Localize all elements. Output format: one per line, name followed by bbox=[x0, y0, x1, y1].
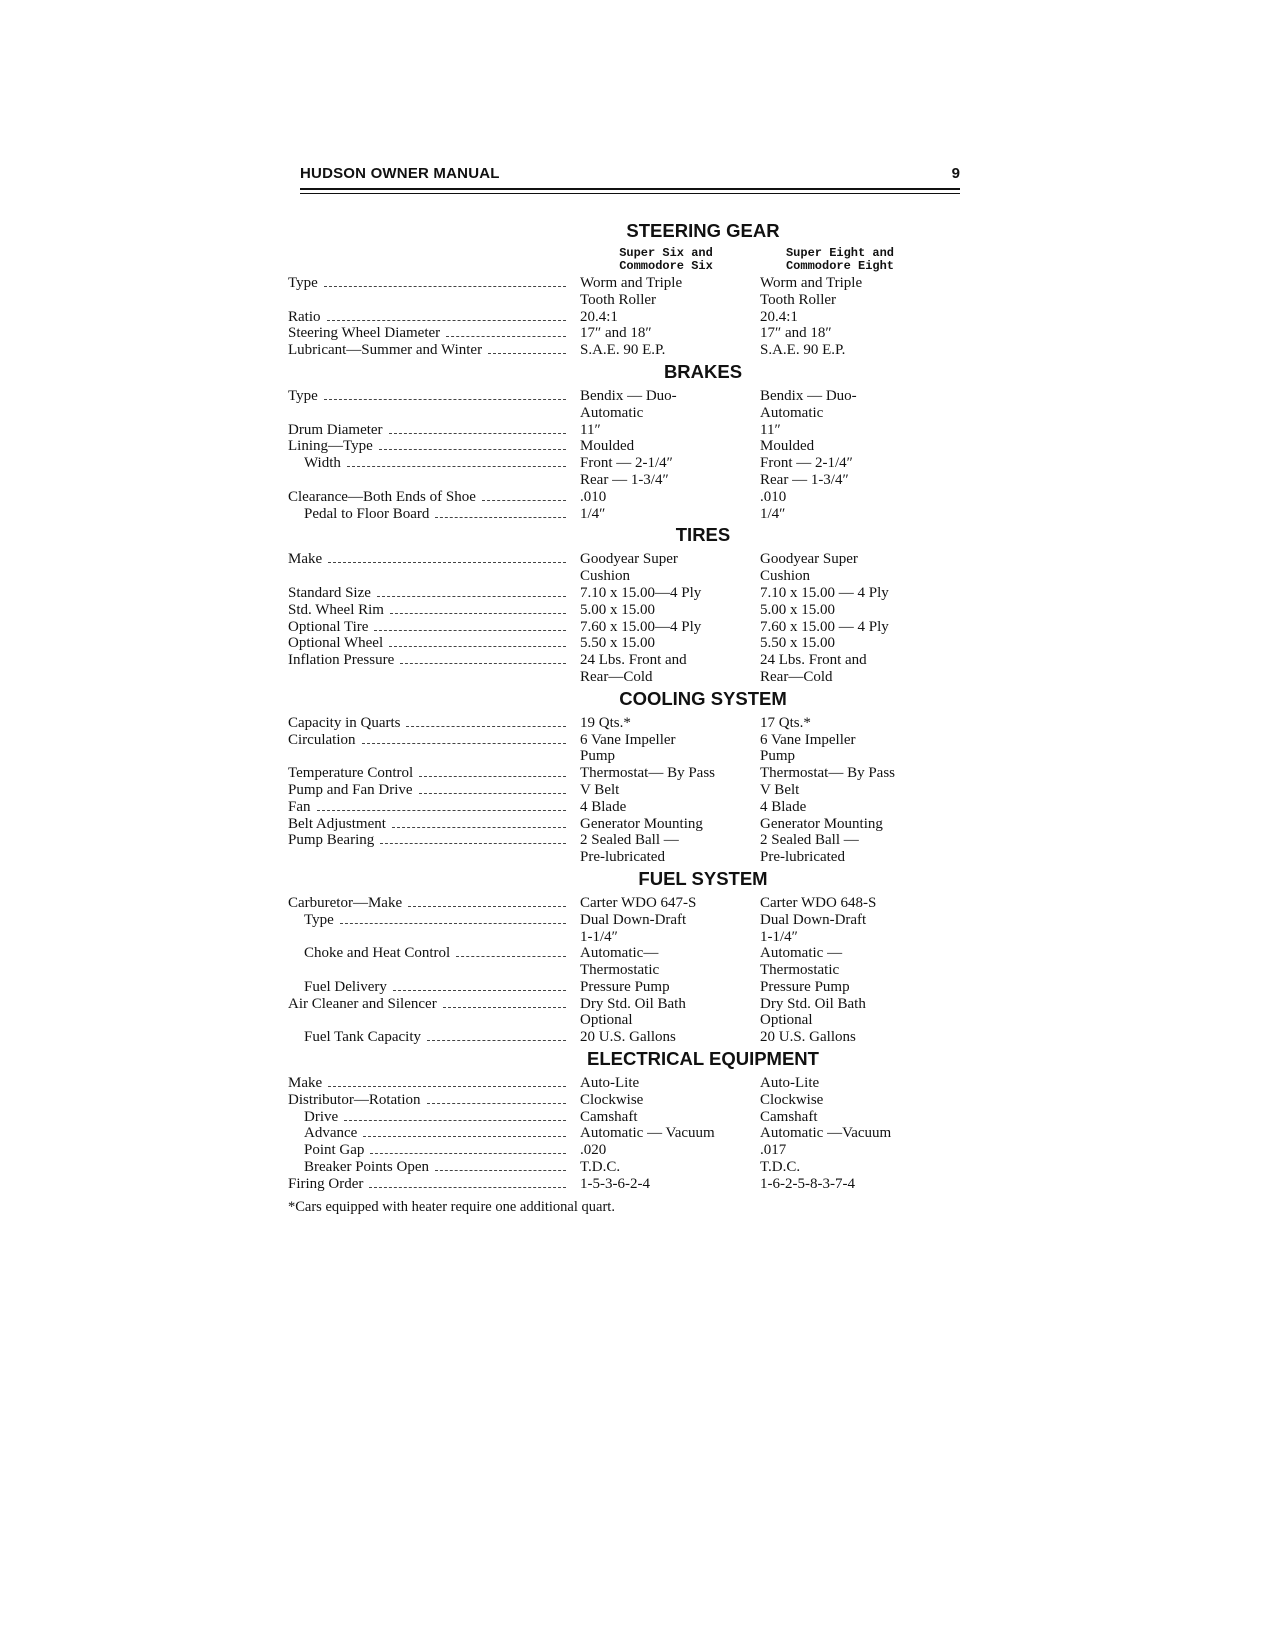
value-six: Automatic — Vacuum bbox=[580, 1125, 715, 1142]
dot-leader bbox=[446, 325, 566, 337]
value-six: Auto-Lite bbox=[580, 1075, 640, 1092]
value-six: V Belt bbox=[580, 781, 620, 798]
value-eight: 24 Lbs. Front and Rear—Cold bbox=[760, 652, 867, 685]
value-eight: Goodyear Super Cushion bbox=[760, 551, 858, 585]
dot-leader bbox=[340, 912, 566, 924]
dot-leader bbox=[327, 309, 567, 321]
dot-leader bbox=[328, 551, 566, 563]
spec-label: Standard Size bbox=[288, 584, 371, 601]
value-six: S.A.E. 90 E.P. bbox=[580, 342, 666, 359]
dot-leader bbox=[456, 945, 566, 957]
spec-row bbox=[288, 1092, 968, 1109]
spec-section bbox=[288, 868, 968, 1046]
value-six: 1-5-3-6-2-4 bbox=[580, 1175, 650, 1192]
spec-label: Drive bbox=[304, 1108, 339, 1125]
spec-label: Breaker Points Open bbox=[304, 1159, 429, 1176]
spec-label-cell bbox=[288, 832, 574, 849]
spec-label: Optional Tire bbox=[288, 618, 369, 635]
spec-label: Ratio bbox=[288, 308, 321, 325]
value-eight: Clockwise bbox=[760, 1091, 824, 1108]
value-eight: V Belt bbox=[760, 781, 800, 798]
value-six: 20.4:1 bbox=[580, 308, 618, 325]
dot-leader bbox=[380, 832, 566, 844]
spec-label-cell bbox=[288, 506, 574, 523]
spec-row bbox=[288, 422, 968, 439]
dot-leader bbox=[427, 1029, 566, 1041]
value-eight: 1-6-2-5-8-3-7-4 bbox=[760, 1175, 855, 1192]
dot-leader bbox=[317, 799, 567, 811]
dot-leader bbox=[390, 602, 566, 614]
value-six: Clockwise bbox=[580, 1091, 644, 1108]
dot-leader bbox=[344, 1109, 566, 1121]
spec-row bbox=[288, 832, 968, 866]
column-header-spacer bbox=[288, 247, 580, 273]
spec-label-cell bbox=[288, 455, 574, 472]
spec-label: Pedal to Floor Board bbox=[304, 505, 430, 522]
dot-leader bbox=[393, 979, 566, 991]
spec-label: Carburetor—Make bbox=[288, 894, 403, 911]
spec-label-cell bbox=[288, 732, 574, 749]
spec-label-cell bbox=[288, 912, 574, 929]
spec-row bbox=[288, 732, 968, 766]
value-eight: 1/4″ bbox=[760, 505, 786, 522]
spec-label-cell bbox=[288, 309, 574, 326]
value-six: Dry Std. Oil Bath Optional bbox=[580, 995, 686, 1029]
spec-label: Steering Wheel Diameter bbox=[288, 325, 441, 342]
spec-label-cell bbox=[288, 489, 574, 506]
value-eight: Carter WDO 648-S bbox=[760, 894, 877, 911]
value-eight: Automatic —Vacuum bbox=[760, 1125, 892, 1142]
spec-row bbox=[288, 438, 968, 455]
value-eight: Auto-Lite bbox=[760, 1075, 820, 1092]
value-eight: T.D.C. bbox=[760, 1159, 801, 1176]
spec-row bbox=[288, 585, 968, 602]
spec-section bbox=[288, 524, 968, 685]
value-eight: 5.00 x 15.00 bbox=[760, 601, 835, 618]
value-six: 11″ bbox=[580, 421, 601, 438]
value-six: 5.50 x 15.00 bbox=[580, 635, 655, 652]
spec-row bbox=[288, 342, 968, 359]
spec-label-cell bbox=[288, 635, 574, 652]
dot-leader bbox=[324, 388, 566, 400]
value-six: Generator Mounting bbox=[580, 815, 703, 832]
value-eight: Dry Std. Oil Bath Optional bbox=[760, 995, 866, 1029]
spec-label: Lubricant—Summer and Winter bbox=[288, 342, 483, 359]
value-eight: 7.60 x 15.00 — 4 Ply bbox=[760, 618, 889, 635]
section-title: STEERING GEAR bbox=[626, 220, 780, 241]
value-eight: Pressure Pump bbox=[760, 978, 850, 995]
spec-row bbox=[288, 1109, 968, 1126]
spec-row bbox=[288, 1176, 968, 1193]
value-six: 2 Sealed Ball — Pre-lubricated bbox=[580, 832, 679, 866]
spec-label: Pump Bearing bbox=[288, 832, 375, 849]
spec-row bbox=[288, 1159, 968, 1176]
value-six: 7.60 x 15.00—4 Ply bbox=[580, 618, 702, 635]
value-six: Front — 2-1/4″ Rear — 1-3/4″ bbox=[580, 455, 673, 488]
spec-sections bbox=[288, 220, 968, 1193]
spec-row bbox=[288, 1125, 968, 1142]
value-six: Moulded bbox=[580, 438, 635, 455]
value-six: 6 Vane Impeller Pump bbox=[580, 731, 676, 765]
section-title: FUEL SYSTEM bbox=[638, 867, 768, 889]
spec-label-cell bbox=[288, 799, 574, 816]
spec-section bbox=[288, 361, 968, 522]
spec-row bbox=[288, 551, 968, 585]
spec-row bbox=[288, 635, 968, 652]
dot-leader bbox=[400, 652, 566, 664]
value-eight: .010 bbox=[760, 488, 787, 505]
dot-leader bbox=[379, 438, 566, 450]
spec-label: Belt Adjustment bbox=[288, 815, 386, 832]
value-six: Worm and Triple Tooth Roller bbox=[580, 275, 683, 308]
spec-label: Temperature Control bbox=[288, 765, 414, 782]
spec-label-cell bbox=[288, 715, 574, 732]
spec-label-cell bbox=[288, 1176, 574, 1193]
dot-leader bbox=[406, 715, 566, 727]
spec-label: Width bbox=[304, 455, 341, 472]
value-six: 7.10 x 15.00—4 Ply bbox=[580, 584, 702, 601]
spec-label: Advance bbox=[304, 1125, 358, 1142]
spec-label: Make bbox=[288, 1075, 323, 1092]
page-number: 9 bbox=[951, 165, 960, 182]
spec-label-cell bbox=[288, 602, 574, 619]
spec-row bbox=[288, 325, 968, 342]
spec-label-cell bbox=[288, 422, 574, 439]
spec-label-cell bbox=[288, 816, 574, 833]
spec-label: Type bbox=[288, 387, 318, 404]
spec-label-cell bbox=[288, 1029, 574, 1046]
manual-title: HUDSON OWNER MANUAL bbox=[300, 165, 500, 182]
dot-leader bbox=[369, 1176, 566, 1188]
dot-leader bbox=[408, 895, 566, 907]
spec-label-cell bbox=[288, 945, 574, 962]
spec-row bbox=[288, 309, 968, 326]
spec-label-cell bbox=[288, 979, 574, 996]
spec-label-cell bbox=[288, 275, 574, 292]
dot-leader bbox=[427, 1092, 567, 1104]
dot-leader bbox=[419, 765, 566, 777]
spec-row bbox=[288, 1075, 968, 1092]
spec-label-cell bbox=[288, 551, 574, 568]
spec-row bbox=[288, 602, 968, 619]
spec-label: Circulation bbox=[288, 731, 356, 748]
value-eight: Dual Down-Draft 1-1/4″ bbox=[760, 911, 867, 945]
dot-leader bbox=[392, 816, 566, 828]
column-header-eight: Super Eight and Commodore Eight bbox=[785, 246, 895, 273]
value-eight: Moulded bbox=[760, 438, 815, 455]
spec-label-cell bbox=[288, 388, 574, 405]
header-rule-thin bbox=[300, 193, 960, 194]
value-six: .010 bbox=[580, 488, 607, 505]
spec-label-cell bbox=[288, 438, 574, 455]
dot-leader bbox=[419, 782, 566, 794]
dot-leader bbox=[374, 619, 566, 631]
spec-row bbox=[288, 275, 968, 309]
spec-label-cell bbox=[288, 996, 574, 1013]
value-eight: Front — 2-1/4″ Rear — 1-3/4″ bbox=[760, 455, 853, 488]
value-eight: Bendix — Duo- Automatic bbox=[760, 387, 857, 421]
spec-label-cell bbox=[288, 1109, 574, 1126]
spec-label-cell bbox=[288, 895, 574, 912]
spec-row bbox=[288, 895, 968, 912]
dot-leader bbox=[347, 455, 566, 467]
value-eight: 5.50 x 15.00 bbox=[760, 635, 835, 652]
spec-label-cell bbox=[288, 1075, 574, 1092]
column-header-six: Super Six and Commodore Six bbox=[619, 246, 713, 273]
value-eight: 11″ bbox=[760, 421, 781, 438]
spec-section bbox=[288, 220, 968, 359]
value-six: 5.00 x 15.00 bbox=[580, 601, 655, 618]
value-six: 17″ and 18″ bbox=[580, 325, 652, 342]
value-eight: .017 bbox=[760, 1142, 787, 1159]
value-eight: 20 U.S. Gallons bbox=[760, 1029, 856, 1046]
spec-label: Firing Order bbox=[288, 1175, 364, 1192]
value-six: 24 Lbs. Front and Rear—Cold bbox=[580, 652, 687, 685]
value-eight: Automatic — Thermostatic bbox=[760, 945, 843, 979]
spec-label: Std. Wheel Rim bbox=[288, 601, 384, 618]
spec-row bbox=[288, 1142, 968, 1159]
spec-label-cell bbox=[288, 585, 574, 602]
spec-label: Pump and Fan Drive bbox=[288, 781, 413, 798]
spec-label: Fuel Tank Capacity bbox=[304, 1029, 421, 1046]
value-six: 1/4″ bbox=[580, 505, 606, 522]
spec-row bbox=[288, 782, 968, 799]
spec-label: Air Cleaner and Silencer bbox=[288, 995, 437, 1012]
value-eight: Camshaft bbox=[760, 1108, 818, 1125]
spec-row bbox=[288, 489, 968, 506]
value-eight: Thermostat— By Pass bbox=[760, 765, 895, 782]
value-six: Thermostat— By Pass bbox=[580, 765, 715, 782]
spec-label-cell bbox=[288, 1092, 574, 1109]
dot-leader bbox=[482, 489, 566, 501]
spec-row bbox=[288, 455, 968, 489]
spec-label: Drum Diameter bbox=[288, 421, 383, 438]
spec-row bbox=[288, 816, 968, 833]
spec-row bbox=[288, 388, 968, 422]
dot-leader bbox=[370, 1142, 566, 1154]
spec-row bbox=[288, 979, 968, 996]
dot-leader bbox=[363, 1125, 566, 1137]
spec-label: Optional Wheel bbox=[288, 635, 384, 652]
value-six: Dual Down-Draft 1-1/4″ bbox=[580, 911, 687, 945]
spec-row bbox=[288, 1029, 968, 1046]
value-eight: 7.10 x 15.00 — 4 Ply bbox=[760, 584, 889, 601]
spec-label: Clearance—Both Ends of Shoe bbox=[288, 488, 476, 505]
spec-label: Type bbox=[288, 275, 318, 291]
value-eight: S.A.E. 90 E.P. bbox=[760, 342, 846, 359]
spec-label: Inflation Pressure bbox=[288, 652, 395, 669]
value-six: 19 Qts.* bbox=[580, 714, 631, 731]
spec-label: Choke and Heat Control bbox=[304, 945, 451, 962]
header-rule-thick bbox=[300, 188, 960, 190]
spec-label: Fuel Delivery bbox=[304, 978, 387, 995]
value-six: Pressure Pump bbox=[580, 978, 670, 995]
value-six: 20 U.S. Gallons bbox=[580, 1029, 676, 1046]
value-eight: 17 Qts.* bbox=[760, 714, 811, 731]
dot-leader bbox=[443, 996, 566, 1008]
spec-row bbox=[288, 715, 968, 732]
value-eight: Worm and Triple Tooth Roller bbox=[760, 275, 863, 308]
value-eight: Generator Mounting bbox=[760, 815, 883, 832]
value-six: T.D.C. bbox=[580, 1159, 621, 1176]
spec-section bbox=[288, 688, 968, 866]
spec-content bbox=[288, 218, 968, 1215]
spec-row bbox=[288, 945, 968, 979]
spec-label-cell bbox=[288, 1159, 574, 1176]
spec-label: Point Gap bbox=[304, 1142, 365, 1159]
spec-row bbox=[288, 996, 968, 1030]
spec-label-cell bbox=[288, 765, 574, 782]
spec-label: Fan bbox=[288, 798, 311, 815]
spec-label: Lining—Type bbox=[288, 438, 373, 455]
dot-leader bbox=[328, 1075, 566, 1087]
spec-label: Make bbox=[288, 551, 323, 568]
section-title: TIRES bbox=[675, 524, 731, 546]
dot-leader bbox=[389, 635, 566, 647]
dot-leader bbox=[435, 1159, 566, 1171]
value-six: Goodyear Super Cushion bbox=[580, 551, 678, 585]
section-title: ELECTRICAL EQUIPMENT bbox=[587, 1048, 819, 1070]
value-eight: 6 Vane Impeller Pump bbox=[760, 731, 856, 765]
dot-leader bbox=[324, 275, 566, 287]
dot-leader bbox=[435, 506, 566, 518]
dot-leader bbox=[377, 585, 566, 597]
dot-leader bbox=[488, 342, 566, 354]
section-title: BRAKES bbox=[663, 360, 743, 382]
value-eight: 4 Blade bbox=[760, 798, 807, 815]
spec-label-cell bbox=[288, 325, 574, 342]
section-title: COOLING SYSTEM bbox=[619, 687, 787, 709]
spec-label: Capacity in Quarts bbox=[288, 714, 401, 731]
spec-label-cell bbox=[288, 652, 574, 669]
spec-label: Distributor—Rotation bbox=[288, 1091, 421, 1108]
spec-row bbox=[288, 506, 968, 523]
value-six: Carter WDO 647-S bbox=[580, 894, 697, 911]
spec-row bbox=[288, 799, 968, 816]
spec-row bbox=[288, 652, 968, 686]
spec-label-cell bbox=[288, 619, 574, 636]
spec-label-cell bbox=[288, 1142, 574, 1159]
spec-section bbox=[288, 1048, 968, 1193]
spec-label-cell bbox=[288, 1125, 574, 1142]
value-eight: 17″ and 18″ bbox=[760, 325, 832, 342]
spec-row bbox=[288, 619, 968, 636]
spec-row bbox=[288, 912, 968, 946]
value-six: Automatic— Thermostatic bbox=[580, 945, 660, 979]
spec-label-cell bbox=[288, 782, 574, 799]
column-headers bbox=[288, 247, 968, 273]
spec-row bbox=[288, 765, 968, 782]
value-six: .020 bbox=[580, 1142, 607, 1159]
dot-leader bbox=[362, 732, 567, 744]
value-six: 4 Blade bbox=[580, 798, 627, 815]
dot-leader bbox=[389, 422, 566, 434]
value-eight: 20.4:1 bbox=[760, 308, 798, 325]
spec-label-cell bbox=[288, 342, 574, 359]
value-eight: 2 Sealed Ball — Pre-lubricated bbox=[760, 832, 859, 866]
spec-label: Type bbox=[304, 911, 334, 928]
footnote: *Cars equipped with heater require one additional quart. bbox=[288, 1198, 615, 1215]
value-six: Camshaft bbox=[580, 1108, 638, 1125]
value-six: Bendix — Duo- Automatic bbox=[580, 387, 677, 421]
